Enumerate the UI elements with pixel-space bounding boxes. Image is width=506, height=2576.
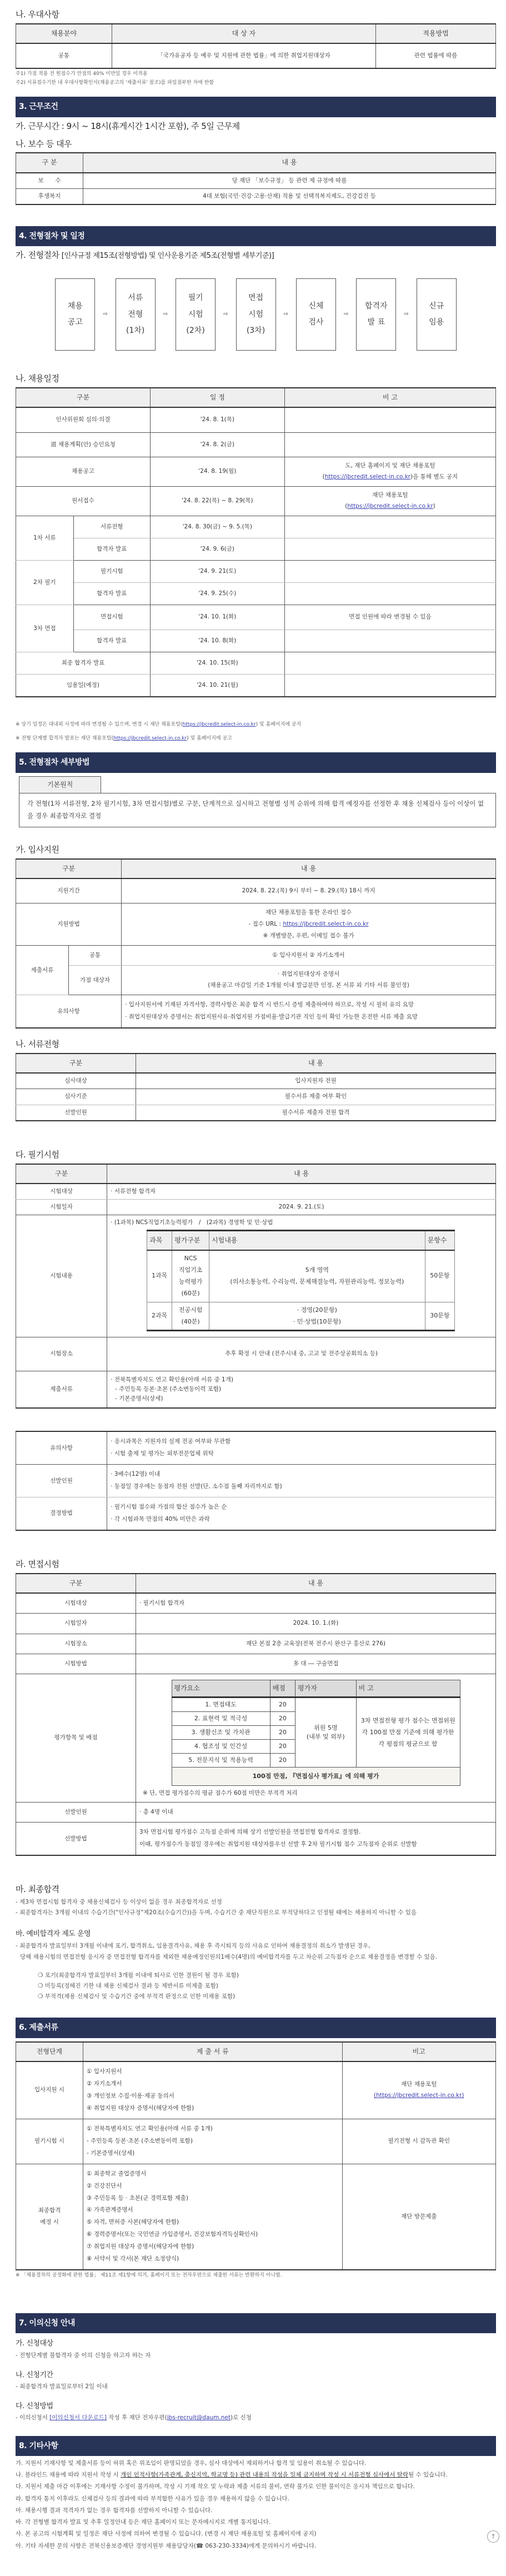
arrow-right-icon: ⇨ [223, 311, 228, 317]
schedule-title: 나. 채용일정 [16, 373, 59, 384]
etc-list [16, 2459, 496, 2550]
list-item: 마. 채용시행 결과 적격자가 없는 경우 합격자를 선발하지 아니할 수 있습니다. [16, 2507, 213, 2514]
submission-table: 전형단계 제 출 서 류 비고 입사지원 시 ① 입사지원서 ② 자기소개서 ③ 개인정보 수집·이용·제공 동의서 ④ 취업지원 대상자 증명서(해당자에 한함) 재단 채용포털 (https://jbcredit.select-in.co.kr) 필기시험 시 ① 전북특별자치도 연고 확인용(아래 서류 중 1개) - 주민등록 등본·초본 (주소변동이력 포함) - 기본증명서(상세) 필기전형 시 감독관 확인 최종합격 예정 시 ① 최종학교 졸업증명서 ② 건강진단서 ③ 주민등록 등 · 초본(군 경력포함 제출) ④ 가족관계증명서 ⑤ 자격, 면허증 사본(해당자에 한함) ⑥ 경력증명서(또는 국민연금 가입증명서, 건강보험자격득실확인서) ⑦ 취업지원 대상자 증명서(해당자에 한함) ⑧ 서약서 및 각서(본 재단 소정양식) 재단 방문제출 [16, 2041, 496, 2270]
recruitment-notice-page: 나. 우대사항 채용분야 대 상 자 적용방법 공통 「국가유공자 등 예우 및 지원에 관한 법률」에 의한 취업지원대상자 관련 법률에 따름 주1) 가점 적용 전 원점수가 만점의 40% 미만일 경우 미적용 주2) 서류접수기한 내 우대사항확인서(채용공고의 '제출서류' 참조)를 파일첨부한 자에 한함 3. 근무조건 가. 근무시간 : 9시 ~ 18시(휴게시간 1시간 포함), 주 5일 근무제 나. 보수 등 대우 구 분 내 용 보 수 당 재단 「보수규정」 등 관련 제 규정에 따름 후생복지 4대 보험(국민·건강·고용·산재) 적용 및 선택적복지제도, 건강검진 등 4. 전형절차 및 일정 가. 전형절차 [인사규정 제15조(전형방법) 및 인사운용기준 제5조(전형별 세부기준)] 채용 공고 ⇨ 서류 전형 (1차) ⇨ 필기 시험 (2차) ⇨ 면접 시험 (3차) ⇨ 신체 검사 ⇨ 합격자 발 표 ⇨ 신규 임용 나. 채용일정 구분 일 정 비 고 인사위원회 심의·의결 '24. 8. 1(목) 道 채용계획(안) 승인요청 '24. 8. 2(금) 채용공고 '24. 8. 19(월) 도, 재단 홈페이지 및 재단 채용포털 (https://jbcredit.select-in.co.kr)을 통해 별도 공지 원서접수 '24. 8. 22(목) ~ 8. 29(목) 재단 채용포털 (https://jbcredit.select-in.co.kr) 1차 서류 서류전형 '24. 8. 30(금) ~ 9. 5.(목) 합격자 발표 '24. 9. 6(금) 2차 필기 필기시험 '24. 9. 21(토) 합격자 발표 '24. 9. 25(수) 3차 면접 면접시험 '24. 10. 1(화) 면접 인원에 따라 변경될 수 있음 합격자 발표 '24. 10. 8(화) 최종 합격자 발표 '24. 10. 15(화) 임용일(예정) '24. 10. 21(월) ※ 상기 일정은 대내외 사정에 따라 변경될 수 있으며, 변경 시 재단 채용포털(https://jbcredit.select-in.co.kr) 및 홈페이지에 공지 ※ 전형 단계별 합격자 발표는 재단 채용포털(https://jbcredit.select-in.co.kr) 및 홈페이지에 공고 5. 전형절차 세부방법 기본원칙 각 전형(1차 서류전형, 2차 필기시험, 3차 면접시험)별로 구분, 단계적으로 실시하고 전형별 성적 순위에 의해 합격 예정자를 선정한 후 채용 신체검사 등이 이상이 없을 경우 최종합격자로 결정 가. 입사지원 구분 내 용 지원기간 2024. 8. 22.(목) 9시 부터 ~ 8. 29.(목) 18시 까지 지원방법 재단 채용포털을 통한 온라인 접수 - 접수 URL : https://jbcredit.select-in.co.kr ※ 개별방문, 우편, 이메일 접수 불가 제출서류 공통 ① 입사지원서 ② 자기소개서 가점 대상자 · 취업지원대상자 증명서 (채용공고 마감일 기준 1개월 이내 발급분만 인정, 본 서류 외 기타 서류 불인정) 유의사항 · 입사지원서에 기재된 자격사항, 경력사항은 최종 합격 시 반드시 증빙 제출하여야 하므로, 작성 시 필히 유의 요망 · 취업지원대상자 증명서는 취업지원사유·취업지원 가점비율·발급기관 직인 등이 확인 가능한 온전한 서류 제출 요망 나. 서류전형 구분 내 용 심사대상 입사지원자 전원 심사기준 필수서류 제출 여부 확인 선발인원 필수서류 제출자 전원 합격 다. 필기시험 구분 내 용 시험대상 · 서류전형 합격자 시험일자 2024. 9. 21.(토) 시험내용 · (1과목) NCS직업기초능력평가 / (2과목) 경영학 및 민·상법 과목 평가구분 시험내용 문항수 1과목 NCS 직업기초 능력평가 (60분) 5개 영역 (의사소통능력, 수리능력, 문제해결능력, 자원관리능력, 정보능력) 50문항 2과목 전공시험 (40분) · 경영(20문항) · 민·상법(10문항) 30문항 시험장소 추후 확정 시 안내 (전주시내 중, 고교 및 전주상공회의소 등) 제출서류 · 전북특별자치도 연고 확인용(아래 서류 중 1개) - 주민등록 등본·초본 (주소변동이력 포함) - 기본증명서(상세) 유의사항 · 응시과목은 지원자의 실제 전공 여부와 무관함 · 시험 출제 및 평가는 외부전문업체 위탁 선발인원 · 3배수(12명) 이내 · 동점일 경우에는 동점자 전원 선발(단, 소수점 둘째 자리까지로 함) 결정방법 · 필기시험 점수와 가점의 합산 점수가 높은 순 · 각 시험과목 만점의 40% 미만은 과락 라. 면접시험 구분 내 용 시험대상 · 필기시험 합격자 시험일자 2024. 10. 1.(화) 시험장소 재단 본점 2층 교육장(전북 전주시 완산구 홍산로 276) 시험방법 多 대 ― 구술면접 평가항목 및 배점 평가요소 배점 평가자 비 고 1. 면접태도 20 위원 5명 (내부 및 외부) 3차 면접전형 평가 점수는 면접위원 각 100점 만점 기준에 의해 평가한 각 평점의 평균으로 함 2. 표현력 및 적극성 20 3. 생활신조 및 가치관 20 4. 협조성 및 인간성 20 5. 전문지식 및 적용능력 20 100점 만점, 『면접심사 평가표』에 의해 평가 ※ 단, 면접 평가점수의 평균 점수가 60점 미만은 부적격 처리 선발인원 · 총 4명 이내 선발방법 3차 면접시험 평가점수 고득점 순위에 의해 상기 선발인원을 면접전형 합격자로 결정함. 이때, 평가점수가 동점일 경우에는 취업지원 대상자를우선 선발 후 2차 필기시험 점수 고득점자 순위로 선발함 마. 최종합격 - 제3차 면접시험 합격자 중 채용신체검사 등 이상이 없을 경우 최종합격자로 선정 - 최종합격자는 3개월 이내의 수습기간("인사규정"제20조(수습기간))을 두며, 수습기간 중 재단직원으로 부적당하다고 인정될 때에는 채용하지 아니할 수 있음 바. 예비합격자 제도 운영 - 최종합격자 발표일부터 3개월 이내에 포기, 합격취소, 임용결격사유, 채용 후 즉시퇴직 등의 사유로 인하여 채용결정의 취소가 발생된 경우, 당해 채용시험의 면접전형 응시자 중 면접전형 합격자를 제외한 채용예정인원의1배수(4명)의 예비합격자를 두고 차순위 고득점자 순으로 채용결정을 변경할 수 있음. ❍ 포기(최종합격자 발표일부터 3개월 이내에 퇴사로 인한 결원이 될 경우 포함) ❍ 미등록(정해진 기한 내 채용 신체검사 결과 등 제반서류 미제출 포함) ❍ 부적격(채용 신체검사 및 수습기간 중에 부적격 판정으로 인한 미채용 포함) 6. 제출서류 전형단계 제 출 서 류 비고 입사지원 시 ① 입사지원서 ② 자기소개서 ③ 개인정보 수집·이용·제공 동의서 ④ 취업지원 대상자 증명서(해당자에 한함) 재단 채용포털 (https://jbcredit.select-in.co.kr) 필기시험 시 ① 전북특별자치도 연고 확인용(아래 서류 중 1개) - 주민등록 등본·초본 (주소변동이력 포함) - 기본증명서(상세) 필기전형 시 감독관 확인 최종합격 예정 시 ① 최종학교 졸업증명서 ② 건강진단서 ③ 주민등록 등 · 초본(군 경력포함 제출) ④ 가족관계증명서 ⑤ 자격, 면허증 사본(해당자에 한함) ⑥ 경력증명서(또는 국민연금 가입증명서, 건강보험자격득실확인서) ⑦ 취업지원 대상자 증명서(해당자에 한함) ⑧ 서약서 및 각서(본 재단 소정양식) 재단 방문제출 ※ 「채용절차의 공정화에 관한 법률」 제11조 제1항에 의거, 홈페이지 또는 전자우편으로 제출한 서류는 반환하지 아니함. 7. 이의신청 안내 가. 신청대상 - 전형단계별 불합격자 중 이의 신청을 하고자 하는 자 나. 신청기간 - 최종합격자 발표일로부터 2일 이내 다. 신청방법 - 이의신청서 [이의신청서 다운로드] 작성 후 재단 전자우편(jbs-recruit@daum.net)로 신청 8. 기타사항 가. 지원서 기재사항 및 제출서류 등이 허위 혹은 위조임이 판명되었을 경우, 심사 대상에서 제외하거나 합격 및 임용이 취소될 수 있습니다. 나. 블라인드 채용에 따라 지원서 작성 시 개인 인적사항(가족관계, 출신지역, 학교명 등) 관련 내용의 작성을 일체 금지하며 작성 시 서류전형 심사에서 탈락될 수 있습니다. 다. 지원서 제출 마감 이후에는 기재사항 수정이 불가하며, 작성 시 기재 착오 및 누락과 제출 서류의 불비, 연락 불가로 인한 불이익은 응시자 책임으로 합니다. 라. 합격자 통지 이후라도 신체검사 등의 결과에 따라 부적합한 사유가 있을 경우 채용하지 않을 수 있습니다. 마. 채용시행 결과 적격자가 없는 경우 합격자를 선발하지 아니할 수 있습니다. 바. 각 전형별 합격자 발표 및 추후 일정안내 등은 재단 홈페이지 또는 문자메시지로 개별 통지됩니다. 사. 본 공고의 시험계획 및 일정은 재단 사정에 의하여 변경될 수 있습니다. (변경 시 재단 채용포털 및 홈페이지에 공지) 아. 기타 자세한 문의 사항은 전북신용보증재단 경영지원부 채용담당자(☎ 063-230-3334)에게 문의하시기 바랍니다. ↑ [0, 0, 506, 2576]
doc-screening-title: 나. 서류전형 [16, 1039, 59, 1050]
reserve-list [38, 1971, 496, 2001]
table-row: 선발인원 · 3배수(12명) 이내 · 동점일 경우에는 동점자 전원 선발(단, 소수점 둘째 자리까지로 함) [16, 1465, 496, 1497]
table-row: 1. 면접태도 20 위원 5명 (내부 및 외부) 3차 면접전형 평가 점수는 면접위원 각 100점 만점 기준에 의해 평가한 각 평점의 평균으로 함 [172, 1698, 460, 1712]
table-row: 시험내용 · (1과목) NCS직업기초능력평가 / (2과목) 경영학 및 민·상법 과목 평가구분 시험내용 문항수 1과목 NCS 직업기초 능력평가 (60분) 5개 영역 (의사소통능력, 수리능력, 문제해결능력, 자원관리능력, 정보능력) 50문항 2과목 전공시험 (40분) · 경영(20문항) · 민·상법(10문항) 30문항 [16, 1215, 496, 1337]
list-item: 가. 지원서 기재사항 및 제출서류 등이 허위 혹은 위조임이 판명되었을 경우, 심사 대상에서 제외하거나 합격 및 임용이 취소될 수 있습니다. [16, 2459, 367, 2467]
table-row: 시험장소 추후 확정 시 안내 (전주시내 중, 고교 및 전주상공회의소 등) [16, 1337, 496, 1371]
table-row: 시험일자 2024. 10. 1.(화) [16, 1614, 496, 1634]
work-hours: 가. 근무시간 : 9시 ~ 18시(휴게시간 1시간 포함), 주 5일 근무제 [16, 121, 240, 131]
table-row: 유의사항 · 응시과목은 지원자의 실제 전공 여부와 무관함 · 시험 출제 및 평가는 외부전문업체 위탁 [16, 1431, 496, 1464]
preference-table [16, 23, 496, 69]
table-row: 지원방법 재단 채용포털을 통한 온라인 접수 - 접수 URL : https://jbcredit.select-in.co.kr ※ 개별방문, 우편, 이메일 접수 불가 [16, 903, 496, 946]
col-header: 적용방법 [375, 24, 495, 43]
table-row: 합격자 발표 '24. 9. 25(수) [16, 583, 496, 605]
list-item: 나. 블라인드 채용에 따라 지원서 작성 시 개인 인적사항(가족관계, 출신지역, 학교명 등) 관련 내용의 작성을 일체 금지하며 작성 시 서류전형 심사에서 탈락될 수 있습니다. [16, 2472, 448, 2479]
arrow-right-icon: ⇨ [404, 311, 409, 317]
apply-table: 구분 내 용 지원기간 2024. 8. 22.(목) 9시 부터 ~ 8. 29.(목) 18시 까지 지원방법 재단 채용포털을 통한 온라인 접수 - 접수 URL : https://jbcredit.select-in.co.kr ※ 개별방문, 우편, 이메일 접수 불가 제출서류 공통 ① 입사지원서 ② 자기소개서 가점 대상자 · 취업지원대상자 증명서 (채용공고 마감일 기준 1개월 이내 발급분만 인정, 본 서류 외 기타 서류 불인정) 유의사항 · 입사지원서에 기재된 자격사항, 경력사항은 최종 합격 시 반드시 증빙 제출하여야 하므로, 작성 시 필히 유의 요망 · 취업지원대상자 증명서는 취업지원사유·취업지원 가점비율·발급기관 직인 등이 확인 가능한 온전한 서류 제출 요망 [16, 858, 496, 1029]
doc-screening-table: 구분 내 용 심사대상 입사지원자 전원 심사기준 필수서류 제출 여부 확인 선발인원 필수서류 제출자 전원 합격 [16, 1053, 496, 1121]
list-item: 라. 합격자 통지 이후라도 신체검사 등의 결과에 따라 부적합한 사유가 있을 경우 채용하지 않을 수 있습니다. [16, 2495, 289, 2502]
table-row: 시험대상 · 필기시험 합격자 [16, 1593, 496, 1614]
preference-note: 주1) 가점 적용 전 원점수가 만점의 40% 미만일 경우 미적용 [16, 71, 148, 77]
table-row: 선발방법 3차 면접시험 평가점수 고득점 순위에 의해 상기 선발인원을 면접전형 합격자로 결정함. 이때, 평가점수가 동점일 경우에는 취업지원 대상자를우선 선발 후 2차 필기시험 점수 고득점자 순위로 선발함 [16, 1823, 496, 1855]
section-header: 5. 전형절차 세부방법 [16, 752, 496, 772]
table-row: 원서접수 '24. 8. 22(목) ~ 8. 29(목) 재단 채용포털 (https://jbcredit.select-in.co.kr) [16, 486, 496, 516]
table-row: 후생복지 4대 보험(국민·건강·고용·산재) 적용 및 선택적복지제도, 건강검진 등 [16, 188, 496, 204]
table-row: 채용공고 '24. 8. 19(월) 도, 재단 홈페이지 및 재단 채용포털 (https://jbcredit.select-in.co.kr)을 통해 별도 공지 [16, 457, 496, 486]
table-row: 입사지원 시 ① 입사지원서 ② 자기소개서 ③ 개인정보 수집·이용·제공 동의서 ④ 취업지원 대상자 증명서(해당자에 한함) 재단 채용포털 (https://jbcredit.select-in.co.kr) [16, 2061, 496, 2119]
written-title: 다. 필기시험 [16, 1149, 59, 1160]
portal-link[interactable]: https://jbcredit.select-in.co.kr [347, 502, 433, 510]
table-row: 3차 면접 면접시험 '24. 10. 1(화) 면접 인원에 따라 변경될 수 있음 [16, 605, 496, 630]
subjects-table: 과목 평가구분 시험내용 문항수 1과목 NCS 직업기초 능력평가 (60분) 5개 영역 (의사소통능력, 수리능력, 문제해결능력, 자원관리능력, 정보능력) 50문항 2과목 전공시험 (40분) · 경영(20문항) · 민·상법(10문항) 30문항 [147, 1230, 455, 1332]
table-row: 평가항목 및 배점 평가요소 배점 평가자 비 고 1. 면접태도 20 위원 5명 (내부 및 외부) 3차 면접전형 평가 점수는 면접위원 각 100점 만점 기준에 의해 평가한 각 평점의 평균으로 함 2. 표현력 및 적극성 20 3. 생활신조 및 가치관 20 4. 협조성 및 인간성 20 5. 전문지식 및 적용능력 20 100점 만점, 『면접심사 평가표』에 의해 평가 ※ 단, 면접 평가점수의 평균 점수가 60점 미만은 부적격 처리 [16, 1674, 496, 1802]
table-row: 합격자 발표 '24. 9. 6(금) [16, 538, 496, 560]
written-table-cont [16, 1431, 496, 1531]
apply-title: 가. 입사지원 [16, 844, 59, 855]
evaluation-table: 평가요소 배점 평가자 비 고 1. 면접태도 20 위원 5명 (내부 및 외부) 3차 면접전형 평가 점수는 면접위원 각 100점 만점 기준에 의해 평가한 각 평점의 평균으로 함 2. 표현력 및 적극성 20 3. 생활신조 및 가치관 20 4. 협조성 및 인간성 20 5. 전문지식 및 적용능력 20 100점 만점, 『면접심사 평가표』에 의해 평가 [172, 1680, 460, 1786]
table-row: 지원기간 2024. 8. 22.(목) 9시 부터 ~ 8. 29.(목) 18시 까지 [16, 878, 496, 903]
table-row: 시험장소 재단 본점 2층 교육장(전북 전주시 완산구 홍산로 276) [16, 1634, 496, 1654]
section-header: 3. 근무조건 [16, 97, 496, 117]
table-row: 결정방법 · 필기시험 점수와 가점의 합산 점수가 높은 순 · 각 시험과목 만점의 40% 미만은 과락 [16, 1497, 496, 1530]
table-row: 제출서류 · 전북특별자치도 연고 확인용(아래 서류 중 1개) - 주민등록 등본·초본 (주소변동이력 포함) - 기본증명서(상세) [16, 1371, 496, 1408]
arrow-right-icon: ⇨ [283, 311, 288, 317]
flow-step: 신규 임용 [417, 278, 457, 351]
table-row: 선발인원 필수서류 제출자 전원 합격 [16, 1105, 496, 1121]
written-table: 구분 내 용 시험대상 · 서류전형 합격자 시험일자 2024. 9. 21.(토) 시험내용 · (1과목) NCS직업기초능력평가 / (2과목) 경영학 및 민·상법 과목 평가구분 시험내용 문항수 1과목 NCS 직업기초 능력평가 (60분) 5개 영역 (의사소통능력, 수리능력, 문제해결능력, 자원관리능력, 정보능력) 50문항 2과목 전공시험 (40분) · 경영(20문항) · 민·상법(10문항) 30문항 시험장소 추후 확정 시 안내 (전주시내 중, 고교 및 전주상공회의소 등) 제출서류 · 전북특별자치도 연고 확인용(아래 서류 중 1개) - 주민등록 등본·초본 (주소변동이력 포함) - 기본증명서(상세) [16, 1164, 496, 1409]
table-row: 시험일자 2024. 9. 21.(토) [16, 1200, 496, 1215]
interview-table: 구분 내 용 시험대상 · 필기시험 합격자 시험일자 2024. 10. 1.(화) 시험장소 재단 본점 2층 교육장(전북 전주시 완산구 홍산로 276) 시험방법 多 대 ― 구술면접 평가항목 및 배점 평가요소 배점 평가자 비 고 1. 면접태도 20 위원 5명 (내부 및 외부) 3차 면접전형 평가 점수는 면접위원 각 100점 만점 기준에 의해 평가한 각 평점의 평균으로 함 2. 표현력 및 적극성 20 3. 생활신조 및 가치관 20 4. 협조성 및 인간성 20 5. 전문지식 및 적용능력 20 100점 만점, 『면접심사 평가표』에 의해 평가 ※ 단, 면접 평가점수의 평균 점수가 60점 미만은 부적격 처리 선발인원 · 총 4명 이내 선발방법 3차 면접시험 평가점수 고득점 순위에 의해 상기 선발인원을 면접전형 합격자로 결정함. 이때, 평가점수가 동점일 경우에는 취업지원 대상자를우선 선발 후 2차 필기시험 점수 고득점자 순위로 선발함 [16, 1573, 496, 1856]
schedule-table: 구분 일 정 비 고 인사위원회 심의·의결 '24. 8. 1(목) 道 채용계획(안) 승인요청 '24. 8. 2(금) 채용공고 '24. 8. 19(월) 도, 재단 홈페이지 및 재단 채용포털 (https://jbcredit.select-in.co.kr)을 통해 별도 공지 원서접수 '24. 8. 22(목) ~ 8. 29(목) 재단 채용포털 (https://jbcredit.select-in.co.kr) 1차 서류 서류전형 '24. 8. 30(금) ~ 9. 5.(목) 합격자 발표 '24. 9. 6(금) 2차 필기 필기시험 '24. 9. 21(토) 합격자 발표 '24. 9. 25(수) 3차 면접 면접시험 '24. 10. 1(화) 면접 인원에 따라 변경될 수 있음 합격자 발표 '24. 10. 8(화) 최종 합격자 발표 '24. 10. 15(화) 임용일(예정) '24. 10. 21(월) [16, 387, 496, 697]
arrow-right-icon: ⇨ [343, 311, 349, 317]
table-row: 제출서류 공통 ① 입사지원서 ② 자기소개서 [16, 946, 496, 966]
arrow-right-icon: ⇨ [103, 311, 108, 317]
list-item: 사. 본 공고의 시험계획 및 일정은 재단 사정에 의하여 변경될 수 있습니다. (변경 시 재단 채용포털 및 홈페이지에 공지) [16, 2530, 317, 2538]
table-row: 2차 필기 필기시험 '24. 9. 21(토) [16, 560, 496, 582]
table-row: 보 수 당 재단 「보수규정」 등 관련 제 규정에 따름 [16, 173, 496, 189]
section-header: 4. 전형절차 및 일정 [16, 226, 496, 246]
list-item: 다. 지원서 제출 마감 이후에는 기재사항 수정이 불가하며, 작성 시 기재 착오 및 누락과 제출 서류의 불비, 연락 불가로 인한 불이익은 응시자 책임으로 합니다. [16, 2483, 415, 2490]
final-title: 마. 최종합격 [16, 1884, 59, 1895]
objection-form-download-link[interactable]: [이의신청서 다운로드] [49, 2414, 107, 2422]
portal-link[interactable]: (https://jbcredit.select-in.co.kr) [374, 2091, 464, 2099]
table-row: 최종합격 예정 시 ① 최종학교 졸업증명서 ② 건강진단서 ③ 주민등록 등 · 초본(군 경력포함 제출) ④ 가족관계증명서 ⑤ 자격, 면허증 사본(해당자에 한함) ⑥ 경력증명서(또는 국민연금 가입증명서, 건강보험자격득실확인서) ⑦ 취업지원 대상자 증명서(해당자에 한함) ⑧ 서약서 및 각서(본 재단 소정양식) 재단 방문제출 [16, 2164, 496, 2270]
table-row: 2. 표현력 및 적극성 20 [172, 1712, 460, 1726]
table-row: 2과목 전공시험 (40분) · 경영(20문항) · 민·상법(10문항) 30문항 [147, 1302, 455, 1331]
list-item: ❍ 포기(최종합격자 발표일부터 3개월 이내에 퇴사로 인한 결원이 될 경우 포함) [38, 1971, 239, 1979]
schedule-note: ※ 전형 단계별 합격자 발표는 재단 채용포털(https://jbcredit.select-in.co.kr) 및 홈페이지에 공고 [16, 736, 232, 742]
list-item: 아. 기타 자세한 문의 사항은 전북신용보증재단 경영지원부 채용담당자(☎ 063-230-3334)에게 문의하시기 바랍니다. [16, 2542, 317, 2549]
flow-step: 서류 전형 (1차) [116, 278, 156, 351]
table-row: 1과목 NCS 직업기초 능력평가 (60분) 5개 영역 (의사소통능력, 수리능력, 문제해결능력, 자원관리능력, 정보능력) 50문항 [147, 1250, 455, 1302]
principle-tab: 기본원칙 [19, 776, 101, 793]
flow-step: 면접 시험 (3차) [236, 278, 276, 351]
list-item: 바. 각 전형별 합격자 발표 및 추후 일정안내 등은 재단 홈페이지 또는 문자메시지로 개별 통지됩니다. [16, 2519, 271, 2526]
arrow-up-icon: ↑ [490, 2532, 497, 2540]
table-row: 4. 협조성 및 인간성 20 [172, 1740, 460, 1754]
email-link[interactable]: jbs-recruit@daum.net [167, 2414, 231, 2422]
portal-link[interactable]: https://jbcredit.select-in.co.kr [324, 473, 410, 480]
flow-step: 합격자 발 표 [356, 278, 396, 351]
arrow-right-icon: ⇨ [163, 311, 168, 317]
table-row: 심사대상 입사지원자 전원 [16, 1073, 496, 1089]
procedure-title: 가. 전형절차 [16, 250, 59, 261]
flow-step: 신체 검사 [296, 278, 336, 351]
table-row: 5. 전문지식 및 적용능력 20 [172, 1754, 460, 1768]
table-row: 3. 생활신조 및 가치관 20 [172, 1726, 460, 1740]
col-header: 채용분야 [16, 24, 112, 43]
schedule-note: ※ 상기 일정은 대내외 사정에 따라 변경될 수 있으며, 변경 시 재단 채용포털(https://jbcredit.select-in.co.kr) 및 홈페이지에 공지 [16, 722, 302, 728]
table-row: 道 채용계획(안) 승인요청 '24. 8. 2(금) [16, 432, 496, 457]
list-item: ❍ 미등록(정해진 기한 내 채용 신체검사 결과 등 제반서류 미제출 포함) [38, 1982, 218, 1989]
procedure-flow [16, 278, 496, 351]
table-row: 1차 서류 서류전형 '24. 8. 30(금) ~ 9. 5.(목) [16, 516, 496, 538]
table-row: 최종 합격자 발표 '24. 10. 15(화) [16, 652, 496, 674]
table-row: 공통 「국가유공자 등 예우 및 지원에 관한 법률」에 의한 취업지원대상자 관련 법률에 따름 [16, 43, 496, 68]
principle-text: 각 전형(1차 서류전형, 2차 필기시험, 3차 면접시험)별로 구분, 단계적으로 실시하고 전형별 성적 순위에 의해 합격 예정자를 선정한 후 채용 신체검사 등이 이상이 없을 경우 최종합격자로 결정 [19, 793, 496, 827]
table-row: 심사기준 필수서류 제출 여부 확인 [16, 1089, 496, 1105]
table-row: 필기시험 시 ① 전북특별자치도 연고 확인용(아래 서류 중 1개) - 주민등록 등본·초본 (주소변동이력 포함) - 기본증명서(상세) 필기전형 시 감독관 확인 [16, 2119, 496, 2164]
pay-table: 구 분 내 용 보 수 당 재단 「보수규정」 등 관련 제 규정에 따름 후생복지 4대 보험(국민·건강·고용·산재) 적용 및 선택적복지제도, 건강검진 등 [16, 152, 496, 205]
table-row: 유의사항 · 입사지원서에 기재된 자격사항, 경력사항은 최종 합격 시 반드시 증빙 제출하여야 하므로, 작성 시 필히 유의 요망 · 취업지원대상자 증명서는 취업지원사유·취업지원 가점비율·발급기관 직인 등이 확인 가능한 온전한 서류 제출 요망 [16, 995, 496, 1028]
table-row: 합격자 발표 '24. 10. 8(화) [16, 630, 496, 652]
table-row: 시험대상 · 서류전형 합격자 [16, 1184, 496, 1200]
reserve-title: 바. 예비합격자 제도 운영 [16, 1930, 91, 1939]
procedure-ref: [인사규정 제15조(전형방법) 및 인사운용기준 제5조(전형별 세부기준)] [61, 252, 274, 261]
section-header: 7. 이의신청 안내 [16, 2313, 496, 2333]
table-row: 시험방법 多 대 ― 구술면접 [16, 1654, 496, 1674]
preference-note: 주2) 서류접수기한 내 우대사항확인서(채용공고의 '제출서류' 참조)를 파일첨부한 자에 한함 [16, 80, 214, 86]
table-row: 임용일(예정) '24. 10. 21(월) [16, 675, 496, 697]
submission-footnote: ※ 「채용절차의 공정화에 관한 법률」 제11조 제1항에 의거, 홈페이지 또는 전자우편으로 제출한 서류는 반환하지 아니함. [16, 2273, 282, 2279]
table-row: 선발인원 · 총 4명 이내 [16, 1803, 496, 1823]
scroll-to-top-button[interactable] [487, 2530, 499, 2543]
col-header: 대 상 자 [112, 24, 375, 43]
flow-step: 채용 공고 [55, 278, 95, 351]
flow-step: 필기 시험 (2차) [176, 278, 216, 351]
list-item: ❍ 부적격(채용 신체검사 및 수습기간 중에 부적격 판정으로 인한 미채용 포함) [38, 1993, 236, 2000]
table-row: 가점 대상자 · 취업지원대상자 증명서 (채용공고 마감일 기준 1개월 이내 발급분만 인정, 본 서류 외 기타 서류 불인정) [16, 966, 496, 995]
section-header: 8. 기타사항 [16, 2436, 496, 2456]
apply-url-link[interactable]: https://jbcredit.select-in.co.kr [283, 921, 369, 928]
interview-title: 라. 면접시험 [16, 1559, 59, 1569]
preference-title: 나. 우대사항 [16, 9, 59, 19]
eval-note: ※ 단, 면접 평가점수의 평균 점수가 60점 미만은 부적격 처리 [143, 1789, 298, 1796]
table-row: 인사위원회 심의·의결 '24. 8. 1(목) [16, 407, 496, 432]
section-header: 6. 제출서류 [16, 2018, 496, 2038]
pay-title: 나. 보수 등 대우 [16, 138, 72, 149]
